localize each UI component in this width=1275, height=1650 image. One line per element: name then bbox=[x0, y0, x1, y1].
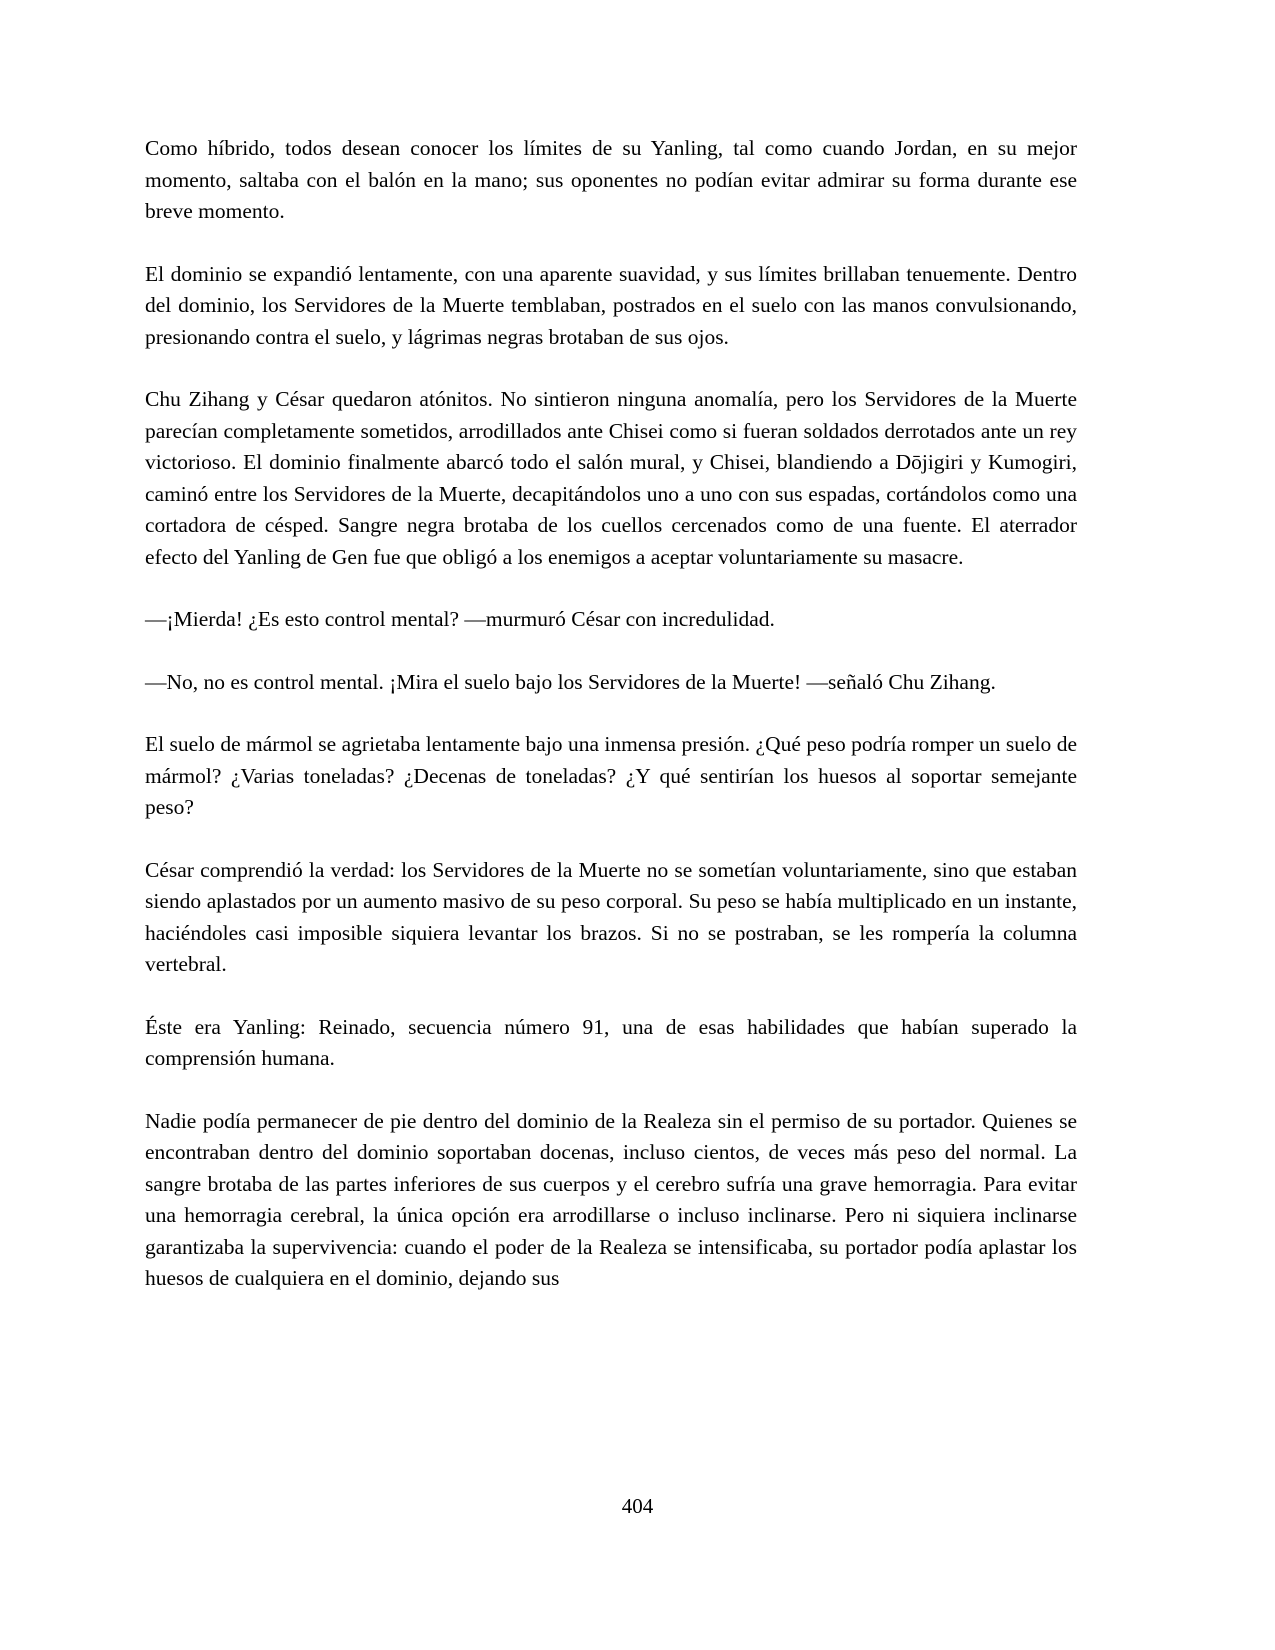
paragraph: El suelo de mármol se agrietaba lentamente bajo una inmensa presión. ¿Qué peso podría romper un suelo de mármol? ¿Varias toneladas? ¿Decenas de toneladas? ¿Y qué sentirían los huesos al soportar semejante peso? bbox=[145, 732, 1077, 819]
paragraph-dialogue: —¡Mierda! ¿Es esto control mental? —murmuró César con incredulidad. bbox=[145, 607, 775, 631]
paragraph: César comprendió la verdad: los Servidores de la Muerte no se sometían voluntariamente, sino que estaban siendo aplastados por un aumento masivo de su peso corporal. Su peso se había multiplicado en un instante, haciéndoles casi imposible siquiera levantar los brazos. Si no se postraban, se les rompería la columna vertebral. bbox=[145, 857, 1077, 976]
paragraph: Chu Zihang y César quedaron atónitos. No sintieron ninguna anomalía, pero los Servidores de la Muerte parecían completamente sometidos, arrodillados ante Chisei como si fueran soldados derrotados ante un rey victorioso. El dominio finalmente abarcó todo el salón mural, y Chisei, blandiendo a Dōjigiri y Kumogiri, caminó entre los Servidores de la Muerte, decapitándolos uno a uno con sus espadas, cortándolos como una cortadora de césped. Sangre negra brotaba de los cuellos cercenados como de una fuente. El aterrador efecto del Yanling de Gen fue que obligó a los enemigos a aceptar voluntariamente su masacre. bbox=[145, 387, 1077, 569]
paragraph: Éste era Yanling: Reinado, secuencia número 91, una de esas habilidades que habían superado la comprensión humana. bbox=[145, 1014, 1077, 1070]
paragraph: Como híbrido, todos desean conocer los límites de su Yanling, tal como cuando Jordan, en su mejor momento, saltaba con el balón en la mano; sus oponentes no podían evitar admirar su forma durante ese breve momento. bbox=[145, 136, 1077, 223]
paragraph-dialogue: —No, no es control mental. ¡Mira el suelo bajo los Servidores de la Muerte! —señaló Chu Zihang. bbox=[145, 669, 996, 694]
paragraph: Nadie podía permanecer de pie dentro del dominio de la Realeza sin el permiso de su portador. Quienes se encontraban dentro del dominio soportaban docenas, incluso cientos, de veces más peso del normal. La sangre brotaba de las partes inferiores de sus cuerpos y el cerebro sufría una grave hemorragia. Para evitar una hemorragia cerebral, la única opción era arrodillarse o incluso inclinarse. Pero ni siquiera inclinarse garantizaba la supervivencia: cuando el poder de la Realeza se intensificaba, su portador podía aplastar los huesos de cualquiera en el dominio, dejando sus bbox=[145, 1108, 1077, 1290]
paragraph: El dominio se expandió lentamente, con una aparente suavidad, y sus límites brillaban tenuemente. Dentro del dominio, los Servidores de la Muerte temblaban, postrados en el suelo con las manos convulsionando, presionando contra el suelo, y lágrimas negras brotaban de sus ojos. bbox=[145, 261, 1077, 349]
text-content bbox=[145, 133, 1077, 1295]
page-number: 404 bbox=[621, 1494, 654, 1518]
